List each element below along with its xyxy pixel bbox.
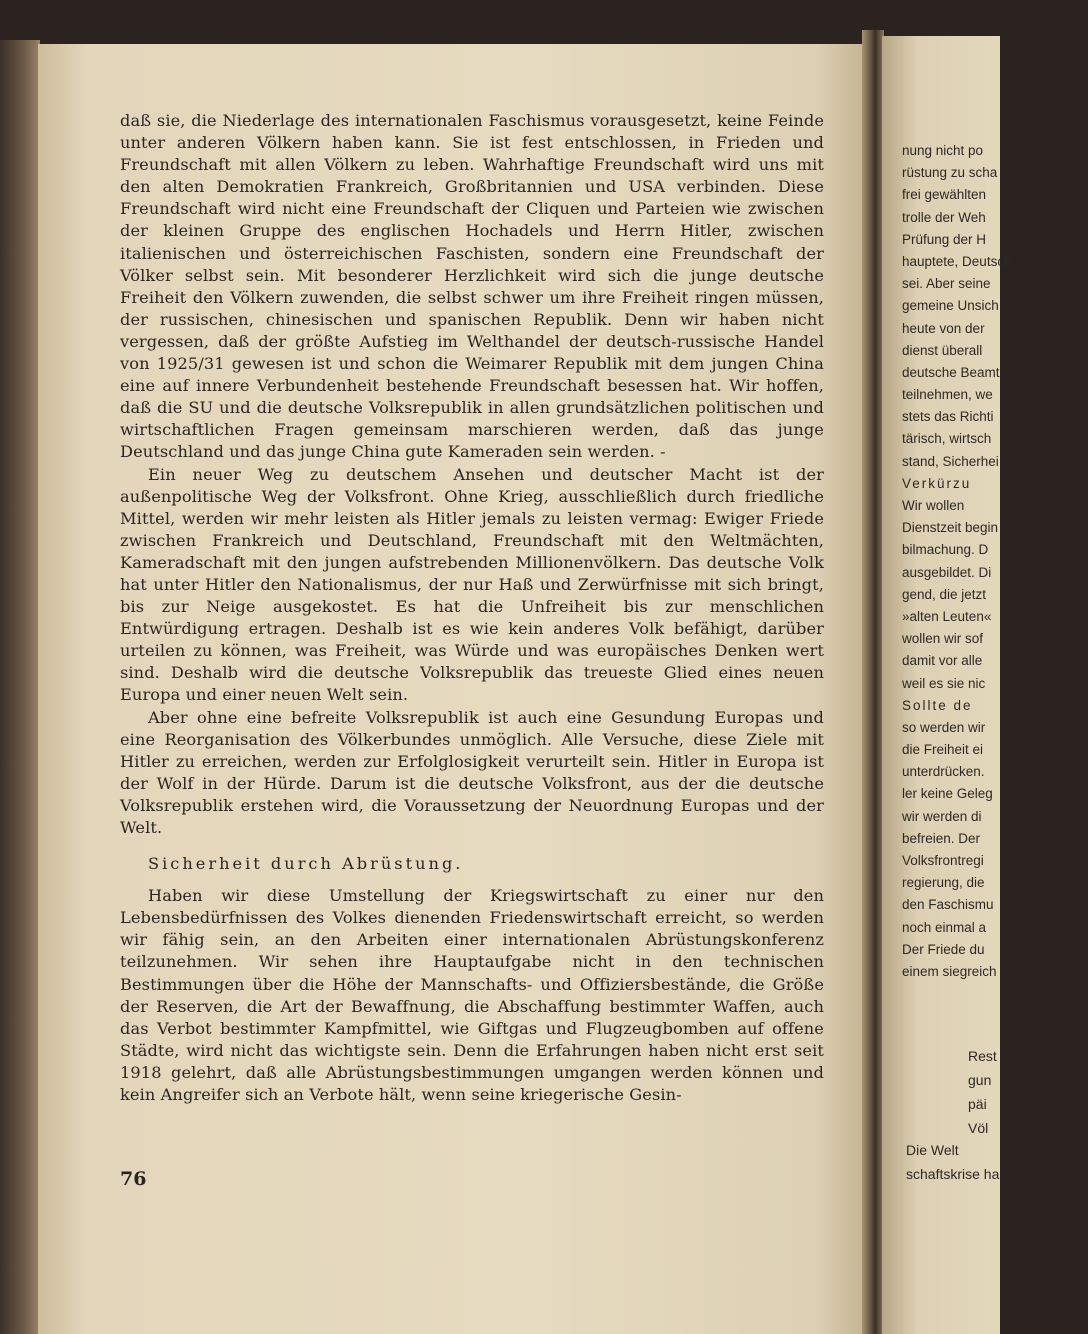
page-number: 76 (120, 1168, 147, 1190)
facing-line: Der Friede du (902, 941, 985, 957)
facing-line: so werden wir (902, 719, 986, 735)
facing-line: wir werden di (902, 808, 982, 824)
facing-line: noch einmal a (902, 919, 987, 935)
facing-line: bilmachung. D (902, 542, 989, 558)
facing-line: damit vor alle (902, 653, 983, 669)
facing-line: die Freiheit ei (902, 742, 984, 758)
facing-subheading: Sollte de (902, 697, 973, 713)
facing-line: Die Welt (906, 1142, 959, 1158)
facing-line: heute von der (902, 320, 985, 336)
facing-line: den Faschismu (902, 897, 994, 913)
facing-line: nung nicht po (902, 143, 984, 158)
facing-line: gemeine Unsich (902, 298, 999, 314)
facing-line: Rest (968, 1048, 997, 1064)
facing-line: rüstung zu scha (902, 165, 998, 181)
facing-line: »alten Leuten« (902, 608, 992, 624)
facing-line: gend, die jetzt (902, 586, 987, 602)
facing-page-lower-text-2 (906, 1138, 1026, 1186)
facing-line: weil es sie nic (902, 675, 986, 691)
facing-line: Wir wollen (902, 498, 965, 513)
facing-line: gun (968, 1072, 992, 1088)
facing-line: tärisch, wirtsch (902, 431, 992, 447)
facing-line: stets das Richti (902, 409, 994, 425)
facing-page (882, 36, 1012, 1334)
paragraph-2: Ein neuer Weg zu deutschem Ansehen und deutscher Macht ist der außenpolitische Weg der Volksfront. Ohne Krieg, ausschließlich durch friedliche Mittel, werden wir mehr leisten als Hitler jemals zu leisten vermag: Ewiger Friede zwischen Frankreich und Deutschland, Freundschaft mit den Weltmächten, Kameradschaft mit den jungen aufstrebenden Millionenvölkern. Das deutsche Volk hat unter Hitler den Nationalismus, der nur Haß und Zerwürfnisse mit sich bringt, bis zur Neige ausgekostet. Es hat die Unfreiheit bis zur menschlichen Entwürdigung ertragen. Deshalb ist es wie kein anderes Volk befähigt, darüber urteilen zu können, was Freiheit, was Würde und was europäisches Denken wert sind. Deshalb wird die deutsche Volksrepublik das treueste Glied eines neuen Europa und einer neuen Welt sein. (120, 464, 824, 705)
facing-line: Volksfrontregi (902, 853, 984, 868)
paragraph-1: daß sie, die Niederlage des internationalen Faschismus vorausgesetzt, keine Feinde unter anderen Völkern haben kann. Sie ist fest entschlossen, in Frieden und Freundschaft mit allen Völkern zu leben. Wahrhaftige Freundschaft wird uns mit den alten Demokratien Frankreich, Großbritannien und USA verbinden. Diese Freundschaft wird nicht eine Freundschaft der Cliquen und Parteien wie zwischen der kleinen Gruppe des englischen Hochadels und Herrn Hitler, zwischen italienischen und österreichischen Faschisten, sondern eine Freundschaft der Völker selbst sein. Mit besonderer Herzlichkeit wird sich die junge deutsche Freiheit den Völkern zuwenden, die selbst schwer um ihre Freiheit ringen müssen, der russischen, chinesischen und spanischen Republik. Denn wir haben nicht vergessen, daß der größte Aufstieg im Welthandel der deutsch-russische Handel von 1925/31 gewesen ist und schon die Weimarer Republik mit dem jungen China eine auf innere Verbundenheit bestehende Freundschaft besessen hat. Wir hoffen, daß die SU und die deutsche Volksrepublik in allen grundsätzlichen politischen und wirtschaftlichen Fragen gemeinsam marschieren werden, daß das junge Deutschland und das junge China gute Kameraden sein werden. - (120, 111, 824, 462)
facing-line: deutsche Beamt (902, 364, 1000, 380)
facing-line: stand, Sicherhei (902, 453, 999, 469)
facing-line: sei. Aber seine (902, 276, 991, 292)
facing-page-lower-text (968, 1044, 1088, 1140)
book-gutter (862, 30, 884, 1334)
facing-line: befreien. Der (902, 830, 981, 846)
facing-line: Völ (968, 1120, 989, 1136)
facing-line: trolle der Weh (902, 209, 986, 225)
book-edge-left (0, 40, 40, 1334)
facing-line: hauptete, Deutsch (902, 253, 1012, 269)
facing-line: ausgebildet. Di (902, 564, 992, 580)
facing-line: unterdrücken. (902, 764, 985, 780)
facing-line: schaftskrise ha (906, 1166, 1000, 1182)
facing-page-text (902, 140, 1042, 983)
paragraph-4: Haben wir diese Umstellung der Kriegswirtschaft zu einer nur den Lebensbedürfnissen des Volkes dienenden Friedenswirtschaft erreicht, so werden wir fähig sein, an den Arbeiten einer internationalen Abrüstungskonferenz teilzunehmen. Wir sehen ihre Hauptaufgabe nicht in den technischen Bestimmungen über die Höhe der Mannschafts- und Offiziersbestände, die Größe der Reserven, die Art der Bewaffnung, die Abschaffung bestimmter Waffen, auch das Verbot bestimmter Kampfmittel, wie Giftgas und Flugzeugbomben auf offene Städte, wird nicht das wichtigste sein. Denn die Erfahrungen haben nicht erst seit 1918 gelehrt, daß alle Abrüstungsbestimmungen umgangen werden können und kein Angreifer sich an Verbote hält, wenn seine kriegerische Gesin- (120, 886, 824, 1105)
facing-line: regierung, die (902, 875, 985, 891)
page-body-text (120, 110, 824, 1106)
facing-line: dienst überall (902, 342, 983, 358)
facing-line: ler keine Geleg (902, 786, 993, 802)
facing-line: päi (968, 1096, 987, 1112)
facing-line: frei gewählten (902, 187, 987, 203)
facing-line: Dienstzeit begin (902, 520, 999, 536)
facing-line: wollen wir sof (902, 631, 984, 647)
section-heading: Sicherheit durch Abrüstung. (148, 854, 464, 874)
facing-line: teilnehmen, we (902, 387, 993, 403)
paragraph-3: Aber ohne eine befreite Volksrepublik ist auch eine Gesundung Europas und eine Reorganisation des Völkerbundes unmöglich. Alle Versuche, diese Ziele mit Hitler zu erreichen, werden zur Erfolglosigkeit verurteilt sein. Hitler in Europa ist der Wolf in der Hürde. Darum ist die deutsche Volksfront, aus der die deutsche Volksrepublik erstehen wird, die Voraussetzung der Neuordnung Europas und der Welt. (120, 707, 824, 837)
facing-line: einem siegreich (902, 963, 997, 979)
facing-line: Prüfung der H (902, 231, 987, 247)
facing-subheading: Verkürzu (902, 475, 972, 491)
